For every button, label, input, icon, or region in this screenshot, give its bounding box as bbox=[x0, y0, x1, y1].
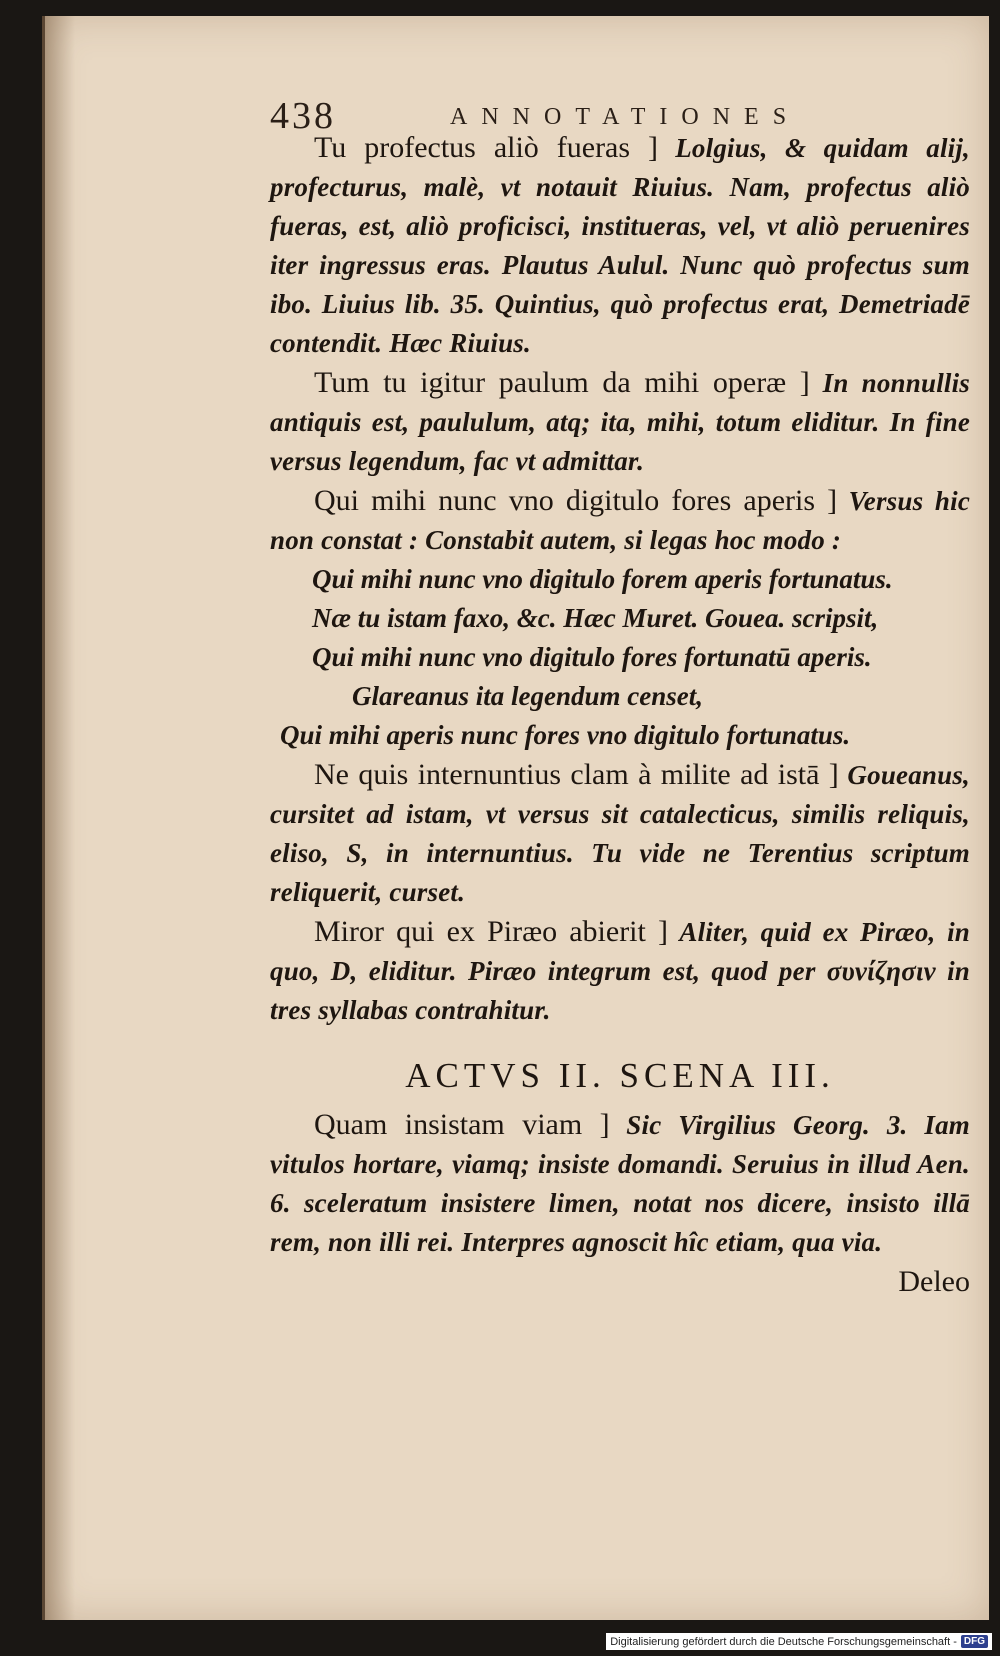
catchword: Deleo bbox=[898, 1265, 970, 1298]
verse-line: Glareanus ita legendum censet, bbox=[352, 681, 704, 711]
lemma: Tu profectus aliò fueras ] bbox=[314, 131, 658, 164]
annotation-paragraph bbox=[270, 1105, 970, 1262]
commentary: Sic Virgilius Georg. 3. Iam vitulos hortare, viamq; insiste domandi. Seruius in illud Aen. 6. sceleratum insistere limen, notat nos dicere, insisto illā rem, non illi rei. Interpres agnoscit hîc etiam, qua via. bbox=[270, 1110, 970, 1257]
page-number: 438 bbox=[270, 95, 336, 137]
lemma: Tum tu igitur paulum da mihi operæ ] bbox=[314, 366, 810, 399]
footer-credit: Digitalisierung gefördert durch die Deutsche Forschungsgemeinschaft - bbox=[610, 1635, 957, 1648]
verse-line: Qui mihi nunc vno digitulo forem aperis fortunatus. bbox=[312, 564, 893, 594]
commentary: Aliter, quid ex Piræo, in quo, D, eliditur. Piræo integrum est, quod per συνίζησιν in tres syllabas contrahitur. bbox=[270, 917, 971, 1025]
commentary: Goueanus, cursitet ad istam, vt versus sit catalecticus, similis reliquis, eliso, S, in internuntius. Tu vide ne Terentius scriptum reliquerit, curset. bbox=[270, 760, 971, 907]
annotation-paragraph bbox=[270, 363, 970, 481]
annotation-paragraph bbox=[270, 481, 970, 560]
running-title: ANNOTATIONES bbox=[450, 104, 801, 130]
lemma: Qui mihi nunc vno digitulo fores aperis ] bbox=[314, 484, 838, 517]
annotation-paragraph bbox=[270, 912, 970, 1030]
dfg-logo-icon: DFG bbox=[961, 1635, 988, 1648]
verse-line: Næ tu istam faxo, &c. Hæc Muret. Gouea. scripsit, bbox=[312, 603, 879, 633]
commentary: Lolgius, & quidam alij, profecturus, malè, vt notauit Riuius. Nam, profectus aliò fueras, est, aliò proficisci, institueras, vel, vt aliò peruenires iter ingressus eras. Plautus Aulul. Nunc quò profectus sum ibo. Liuius lib. 35. Quintius, quò profectus erat, Demetriadē contendit. Hæc Riuius. bbox=[270, 133, 970, 358]
lemma: Quam insistam viam ] bbox=[314, 1108, 610, 1141]
commentary: In nonnullis antiquis est, paululum, atq; ita, mihi, totum eliditur. In fine versus legendum, fac vt admittar. bbox=[270, 368, 971, 476]
lemma: Ne quis internuntius clam à milite ad istā ] bbox=[314, 758, 839, 791]
annotation-text bbox=[270, 128, 970, 1302]
verse-line: Qui mihi aperis nunc fores vno digitulo fortunatus. bbox=[280, 720, 851, 750]
commentary: Versus hic non constat : Constabit autem, si legas hoc modo : bbox=[270, 486, 970, 555]
verse-line: Qui mihi nunc vno digitulo fores fortunatū aperis. bbox=[312, 642, 872, 672]
annotation-paragraph bbox=[270, 755, 970, 912]
catchword-line bbox=[270, 1262, 970, 1302]
section-heading: ACTVS II. SCENA III. bbox=[405, 1056, 835, 1095]
digitization-footer bbox=[606, 1633, 992, 1650]
annotation-paragraph bbox=[270, 128, 970, 363]
lemma: Miror qui ex Piræo abierit ] bbox=[314, 915, 668, 948]
last-paragraph-wrap bbox=[270, 1105, 970, 1302]
